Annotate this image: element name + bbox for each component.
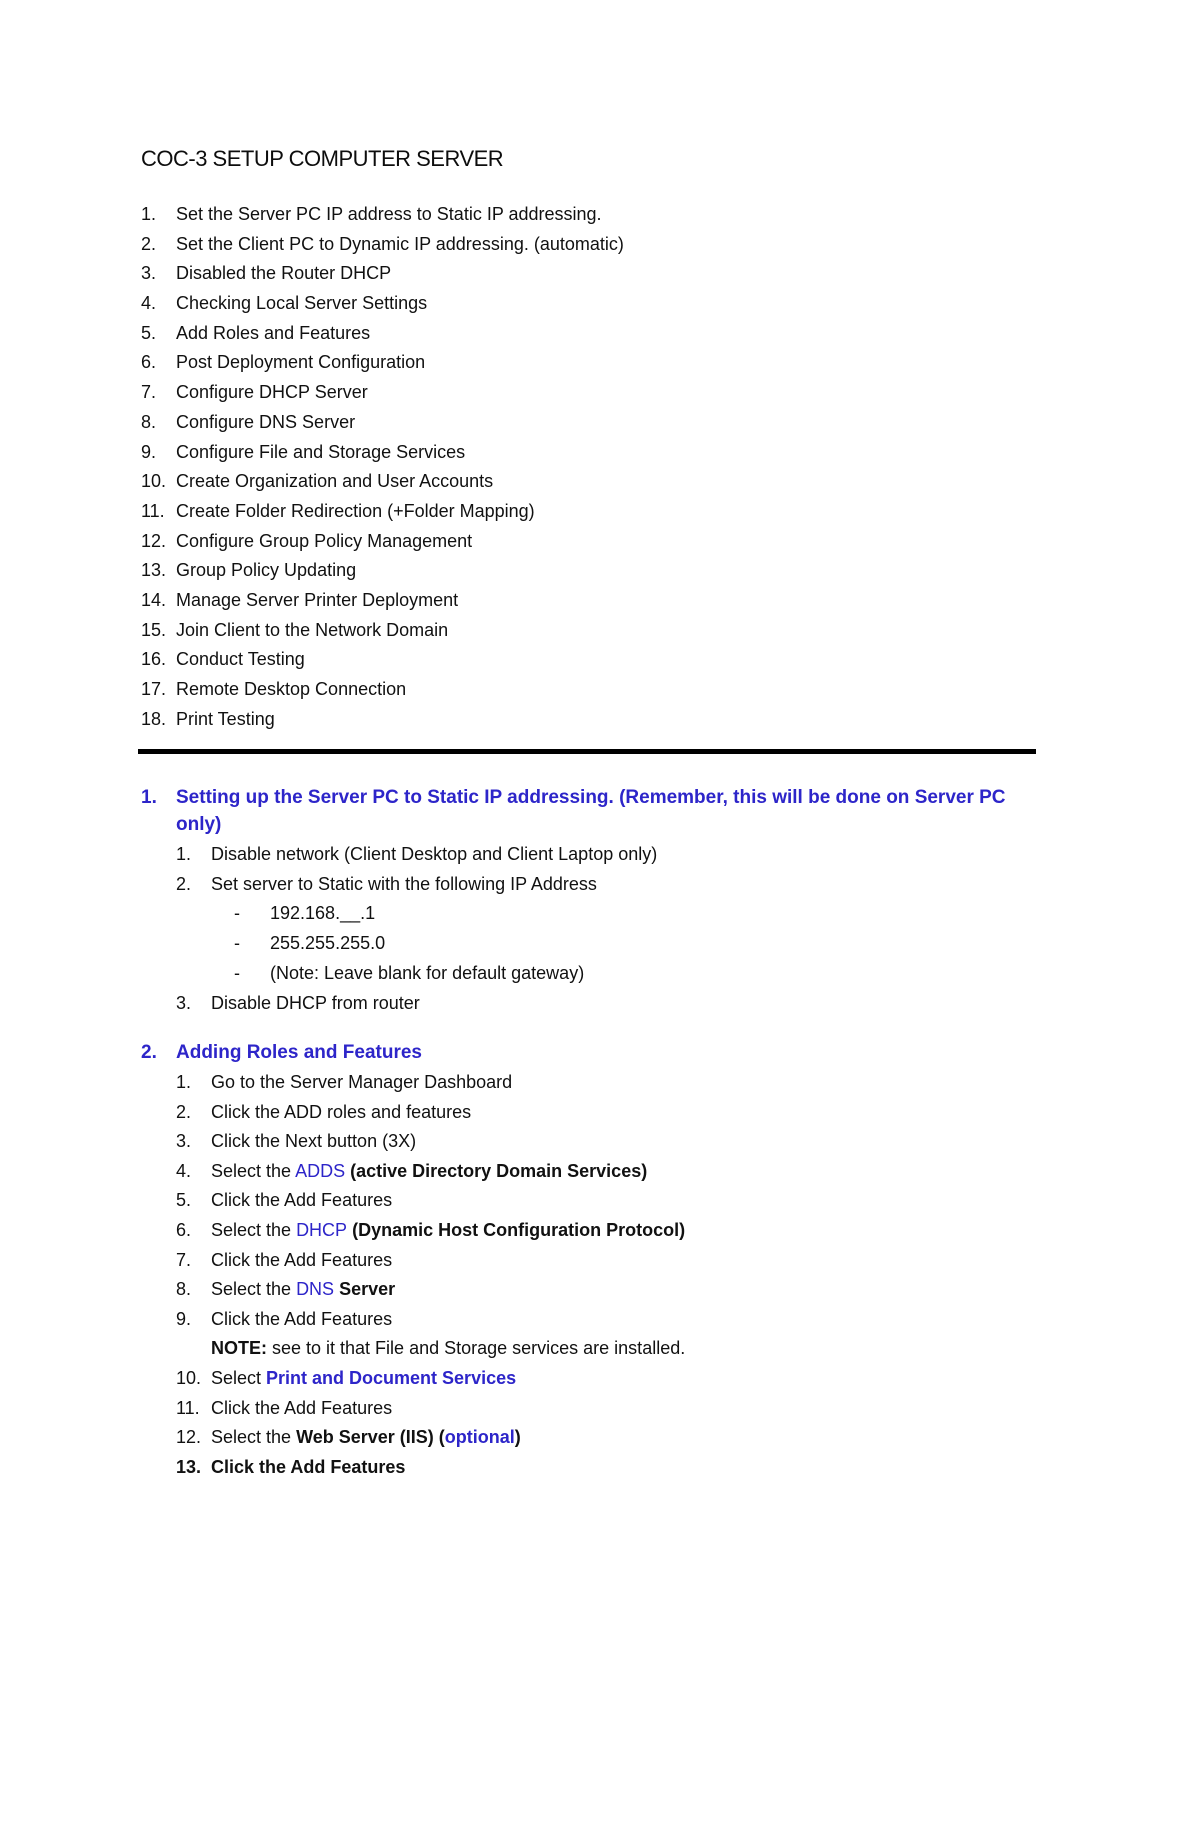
section-steps bbox=[141, 840, 1046, 899]
outline-number: 6. bbox=[141, 352, 157, 373]
outline-text: Conduct Testing bbox=[176, 649, 305, 670]
outline-text: Group Policy Updating bbox=[176, 560, 357, 581]
outline-item bbox=[141, 289, 624, 319]
outline-item bbox=[141, 616, 624, 646]
outline-text: Configure DHCP Server bbox=[176, 382, 368, 403]
step-number: 6. bbox=[176, 1219, 192, 1240]
list-item bbox=[141, 1364, 1046, 1394]
highlight-term: optional bbox=[444, 1427, 515, 1448]
outline-number: 10. bbox=[141, 471, 167, 492]
highlight-term: Print and Document Services bbox=[266, 1367, 517, 1388]
section-static-ip bbox=[141, 784, 1046, 1018]
outline-item bbox=[141, 675, 624, 705]
list-item bbox=[141, 989, 1046, 1019]
list-item bbox=[141, 1068, 1046, 1098]
step-number: 3. bbox=[176, 1131, 192, 1152]
step-text: Select the bbox=[211, 1279, 297, 1300]
list-item bbox=[141, 1246, 1046, 1276]
outline-item bbox=[141, 497, 624, 527]
outline-text: Disabled the Router DHCP bbox=[176, 263, 392, 284]
step-number: 7. bbox=[176, 1249, 192, 1270]
step-number: 1. bbox=[176, 1072, 192, 1092]
step-text: Select the bbox=[211, 1219, 297, 1240]
list-item bbox=[141, 1098, 1046, 1128]
outline-text: Post Deployment Configuration bbox=[176, 352, 426, 373]
dash-bullet: - bbox=[234, 903, 240, 924]
section-steps bbox=[141, 1068, 1046, 1334]
step-number: 9. bbox=[176, 1308, 192, 1329]
highlight-term: ADDS bbox=[295, 1160, 346, 1181]
outline-number: 13. bbox=[141, 560, 167, 581]
step-text: Select the bbox=[211, 1427, 297, 1448]
outline-number: 4. bbox=[141, 293, 157, 314]
outline-text: Configure Group Policy Management bbox=[176, 530, 473, 551]
outline-text: Add Roles and Features bbox=[176, 322, 371, 343]
step-number: 1. bbox=[176, 844, 192, 864]
outline-item bbox=[141, 230, 624, 260]
outline-item bbox=[141, 319, 624, 349]
section-heading bbox=[141, 784, 1046, 838]
step-text: Click the Add Features bbox=[211, 1456, 406, 1477]
outline-number: 12. bbox=[141, 530, 167, 551]
step-text: Click the Add Features bbox=[211, 1249, 393, 1270]
outline-number: 15. bbox=[141, 619, 167, 640]
list-item bbox=[141, 1423, 1046, 1453]
list-item bbox=[141, 1394, 1046, 1424]
step-text: Disable network (Client Desktop and Client Laptop only) bbox=[211, 844, 658, 864]
section-number: 2. bbox=[141, 1042, 157, 1063]
bold-term: (active Directory Domain Services) bbox=[345, 1160, 648, 1181]
section-heading-text: Adding Roles and Features bbox=[176, 1042, 422, 1063]
outline-number: 9. bbox=[141, 441, 157, 462]
list-item bbox=[141, 840, 1046, 870]
step-text: Set server to Static with the following IP Address bbox=[211, 873, 597, 894]
dash-bullet: - bbox=[234, 962, 240, 983]
outline-text: Configure File and Storage Services bbox=[176, 441, 466, 462]
outline-text: Remote Desktop Connection bbox=[176, 679, 407, 699]
list-item bbox=[141, 1216, 1046, 1246]
outline-item bbox=[141, 348, 624, 378]
step-text: Click the ADD roles and features bbox=[211, 1101, 472, 1122]
subnet-mask-text: 255.255.255.0 bbox=[270, 932, 386, 953]
gateway-note-text: (Note: Leave blank for default gateway) bbox=[270, 962, 585, 983]
list-item bbox=[141, 1275, 1046, 1305]
list-item bbox=[141, 929, 1046, 959]
step-text: Select the bbox=[211, 1160, 296, 1181]
outline-number: 18. bbox=[141, 708, 167, 729]
step-text: Click the Add Features bbox=[211, 1397, 393, 1418]
outline-item bbox=[141, 527, 624, 557]
bold-term: (Dynamic Host Configuration Protocol) bbox=[347, 1219, 686, 1240]
section-steps bbox=[141, 989, 1046, 1019]
bold-term: Web Server (IIS) ( bbox=[296, 1427, 445, 1448]
dash-bullet: - bbox=[234, 932, 240, 953]
step-number: 2. bbox=[176, 1101, 192, 1122]
bold-term: ) bbox=[514, 1427, 521, 1448]
outline-item bbox=[141, 438, 624, 468]
outline-text: Print Testing bbox=[176, 708, 275, 729]
outline-item bbox=[141, 645, 624, 675]
list-item bbox=[141, 1186, 1046, 1216]
outline-item bbox=[141, 586, 624, 616]
section-roles-features bbox=[141, 1039, 1046, 1482]
section-steps bbox=[141, 1364, 1046, 1482]
step-number: 10. bbox=[176, 1367, 202, 1388]
outline-item bbox=[141, 467, 624, 497]
step-number: 3. bbox=[176, 992, 192, 1013]
section-number: 1. bbox=[141, 787, 157, 808]
outline-text: Create Folder Redirection (+Folder Mapping) bbox=[176, 500, 535, 521]
outline-number: 8. bbox=[141, 411, 157, 432]
outline-number: 5. bbox=[141, 322, 157, 343]
outline-item bbox=[141, 556, 624, 586]
section-heading bbox=[141, 1039, 1046, 1066]
outline-item bbox=[141, 408, 624, 438]
list-item bbox=[141, 870, 1046, 900]
step-number: 2. bbox=[176, 873, 192, 894]
outline-number: 11. bbox=[141, 500, 165, 521]
list-item bbox=[141, 899, 1046, 929]
ip-detail-list bbox=[141, 899, 1046, 988]
step-text: Click the Add Features bbox=[211, 1308, 393, 1329]
outline-text: Set the Client PC to Dynamic IP addressing. (automatic) bbox=[176, 233, 624, 254]
step-text: Click the Add Features bbox=[211, 1190, 393, 1211]
outline-number: 2. bbox=[141, 233, 157, 254]
bold-term: Server bbox=[334, 1279, 396, 1300]
outline-text: Set the Server PC IP address to Static IP addressing. bbox=[176, 204, 602, 224]
step-text: Click the Next button (3X) bbox=[211, 1131, 417, 1152]
outline-item bbox=[141, 705, 624, 735]
outline-text: Configure DNS Server bbox=[176, 411, 356, 432]
section-heading-text: Setting up the Server PC to Static IP addressing. (Remember, this will be done on Server PC only) bbox=[176, 787, 1006, 835]
outline-item bbox=[141, 200, 624, 230]
step-text: Select bbox=[211, 1367, 267, 1388]
note-text: see to it that File and Storage services are installed. bbox=[267, 1338, 686, 1359]
list-item bbox=[141, 1157, 1046, 1187]
outline-text: Join Client to the Network Domain bbox=[176, 619, 449, 640]
outline-text: Manage Server Printer Deployment bbox=[176, 589, 459, 610]
list-item bbox=[141, 1305, 1046, 1335]
step-number: 4. bbox=[176, 1160, 192, 1181]
outline-item bbox=[141, 259, 624, 289]
list-item bbox=[141, 1127, 1046, 1157]
note-label: NOTE: bbox=[211, 1338, 267, 1359]
step-number: 5. bbox=[176, 1190, 192, 1211]
step-number: 11. bbox=[176, 1397, 200, 1418]
outline-number: 17. bbox=[141, 679, 167, 699]
step-number: 13. bbox=[176, 1456, 202, 1477]
step-number: 12. bbox=[176, 1427, 202, 1448]
step-text: Disable DHCP from router bbox=[211, 992, 420, 1013]
outline-text: Create Organization and User Accounts bbox=[176, 471, 494, 492]
highlight-term: DNS bbox=[296, 1279, 335, 1300]
outline-item bbox=[141, 378, 624, 408]
ip-address-text: 192.168.__.1 bbox=[270, 903, 376, 924]
outline-number: 3. bbox=[141, 263, 157, 284]
page-title: COC-3 SETUP COMPUTER SERVER bbox=[141, 146, 504, 171]
list-item bbox=[141, 1453, 1046, 1483]
outline-number: 14. bbox=[141, 589, 167, 610]
outline-number: 1. bbox=[141, 204, 157, 224]
horizontal-rule bbox=[138, 749, 1036, 754]
outline-number: 16. bbox=[141, 649, 167, 670]
outline-list bbox=[141, 200, 624, 734]
step-number: 8. bbox=[176, 1279, 192, 1300]
note-line bbox=[141, 1334, 1046, 1364]
outline-number: 7. bbox=[141, 382, 157, 403]
step-text: Go to the Server Manager Dashboard bbox=[211, 1072, 513, 1092]
highlight-term: DHCP bbox=[296, 1219, 348, 1240]
outline-text: Checking Local Server Settings bbox=[176, 293, 428, 314]
list-item bbox=[141, 959, 1046, 989]
